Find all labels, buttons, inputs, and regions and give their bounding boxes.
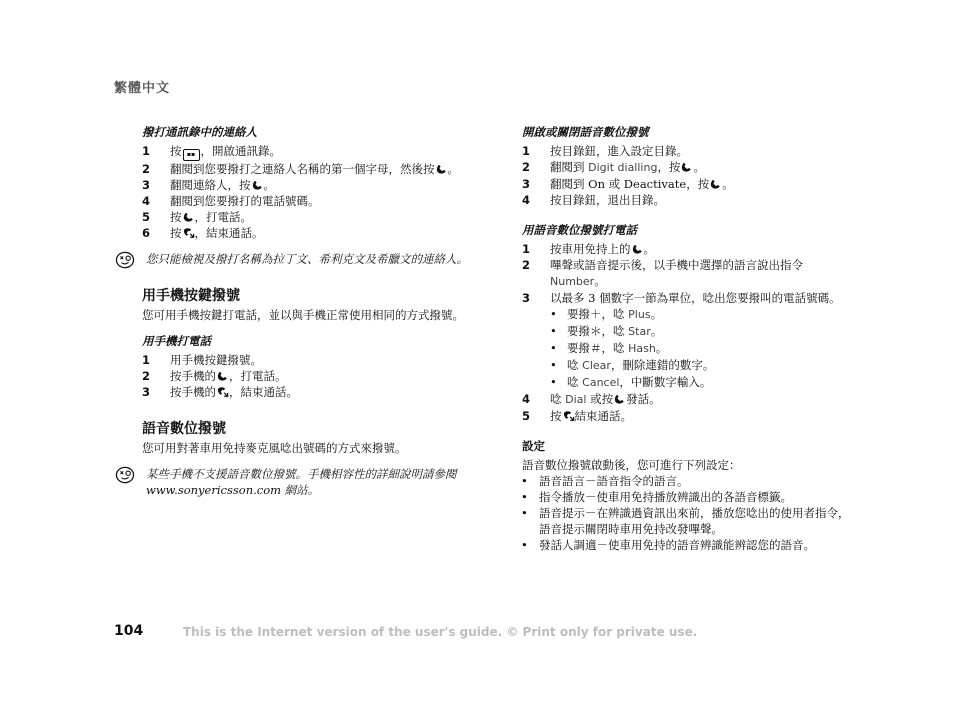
end-call-key-icon <box>562 410 575 422</box>
website-url: www.sonyericsson.com <box>146 483 282 497</box>
voice-call-steps-continued <box>522 391 852 424</box>
menu-term: Digit dialling <box>588 161 658 174</box>
step-text: ，結束通話。 <box>194 226 264 240</box>
list-item <box>142 143 472 161</box>
voice-command-bullets <box>550 306 852 391</box>
step-text: 按車用免持上的 <box>550 242 631 256</box>
list-item <box>522 192 852 208</box>
voice-command-term: Number <box>550 275 595 288</box>
voice-command-term: Clear <box>582 359 611 372</box>
step-number: 1 <box>142 144 151 158</box>
step-text: 翻閱到您要撥打的電話號碼。 <box>170 194 320 208</box>
step-text: 。 <box>643 242 655 256</box>
list-item <box>550 357 852 374</box>
step-number: 2 <box>142 162 151 176</box>
note-text: 某些手機不支援語音數位撥號。手機相容性的詳細說明請參閱 <box>146 467 457 481</box>
end-call-key-icon <box>216 386 229 398</box>
step-number: 3 <box>522 177 531 191</box>
list-item <box>550 340 852 357</box>
tip-icon <box>115 466 135 484</box>
call-key-icon <box>709 178 722 190</box>
tip-icon <box>115 251 135 269</box>
step-text: ，按 <box>657 160 681 174</box>
note-text: 您只能檢視及撥打名稱為拉丁文、希利克文及希臘文的連絡人。 <box>146 252 468 266</box>
step-text: 翻閱到 <box>550 160 589 174</box>
list-item <box>522 290 852 306</box>
page-number: 104 <box>114 623 144 639</box>
step-text: 以最多 3 個數字一節為單位，唸出您要撥叫的電話號碼。 <box>550 291 841 305</box>
step-text: 。 <box>447 162 459 176</box>
step-text: 按目錄鈕，退出目錄。 <box>550 193 665 207</box>
voice-dialling-description: 您可用對著車用免持麥克風唸出號碼的方式來撥號。 <box>142 441 407 455</box>
section-title-keypad-dialling: 用手機按鍵撥號 <box>142 288 240 304</box>
list-item <box>142 193 472 209</box>
list-item <box>142 209 472 225</box>
bullet-text: 唸 <box>567 358 583 372</box>
bullet-text: 要撥＋，唸 <box>567 307 629 321</box>
call-key-icon <box>435 163 448 175</box>
footer-notice: This is the Internet version of the user's guide. © Print only for private use. <box>183 625 698 639</box>
step-number: 2 <box>522 160 531 174</box>
bullet-text: 要撥＃，唸 <box>567 341 629 355</box>
list-item <box>522 176 852 192</box>
section-title-voice-call: 用語音數位撥號打電話 <box>522 223 637 237</box>
step-number: 6 <box>142 226 151 240</box>
list-item <box>550 323 852 340</box>
list-item <box>521 473 852 489</box>
bullet-text: 指令播放－使車用免持播放辨識出的各語音標籤。 <box>539 490 792 504</box>
step-text: 。 <box>594 274 606 288</box>
bullet-text: 語音語言－語音指令的語言。 <box>539 474 689 488</box>
note-compatibility <box>142 466 472 498</box>
section-title-toggle-voice-dialling: 開啟或關閉語音數位撥號 <box>522 125 649 139</box>
step-text: 翻閱到您要撥打之連絡人名稱的第一個字母，然後按 <box>170 162 435 176</box>
call-contact-steps <box>142 143 472 241</box>
section-title-voice-digit-dialling: 語音數位撥號 <box>142 421 226 437</box>
settings-bullets <box>521 473 852 553</box>
section-title-call-contact: 撥打通訊錄中的連絡人 <box>142 125 257 139</box>
step-text: ，打電話。 <box>194 210 252 224</box>
step-number: 2 <box>142 369 151 383</box>
step-text: 唸 <box>550 392 566 406</box>
step-text: ，開啟通訊錄。 <box>200 144 281 158</box>
list-item <box>522 257 852 290</box>
bullet-text: 語音提示－在辨識過資訊出來前，播放您唸出的使用者指令，語音提示關閉時車用免持改發嗶聲。 <box>539 506 850 536</box>
bullet-text: 。 <box>650 307 663 321</box>
voice-command-term: Plus <box>628 308 651 321</box>
list-item <box>522 408 852 424</box>
bullet-text: 唸 <box>567 375 583 389</box>
step-text: 按 <box>170 226 182 240</box>
note-latin-names <box>142 251 472 267</box>
step-number: 4 <box>142 194 151 208</box>
list-item <box>550 374 852 391</box>
step-text: 。 <box>693 160 705 174</box>
bullet-text: 。 <box>655 341 668 355</box>
list-item <box>142 161 472 177</box>
step-text: 按手機的 <box>170 385 216 399</box>
step-number: 5 <box>142 210 151 224</box>
list-item <box>522 159 852 176</box>
list-item <box>142 384 472 400</box>
step-text: 。 <box>263 178 275 192</box>
call-key-icon <box>613 393 626 405</box>
list-item <box>522 241 852 257</box>
list-item <box>521 505 852 537</box>
settings-description: 語音數位撥號啟動後，您可進行下列設定： <box>522 458 741 472</box>
step-text: 嗶聲或語音提示後，以手機中選擇的語言說出指令 <box>550 258 803 272</box>
list-item <box>142 352 472 368</box>
step-text: 按 <box>170 210 182 224</box>
voice-call-steps <box>522 241 852 306</box>
section-title-settings: 設定 <box>522 439 545 453</box>
step-number: 1 <box>522 144 531 158</box>
note-text: 網站。 <box>281 483 320 497</box>
bullet-text: 要撥＊，唸 <box>567 324 629 338</box>
right-column <box>522 124 852 553</box>
left-column <box>142 124 472 498</box>
list-item <box>550 306 852 323</box>
step-text: 發話。 <box>626 392 661 406</box>
step-text: 或按 <box>586 392 614 406</box>
voice-command-term: Star <box>628 325 651 338</box>
call-key-icon <box>182 211 195 223</box>
list-item <box>521 537 852 553</box>
step-text: ，打電話。 <box>229 369 287 383</box>
step-number: 3 <box>142 178 151 192</box>
call-key-icon <box>251 179 264 191</box>
step-number: 1 <box>522 242 531 256</box>
list-item <box>521 489 852 505</box>
call-key-icon <box>631 243 644 255</box>
step-text: 。 <box>722 177 734 191</box>
step-text: 按目錄鈕，進入設定目錄。 <box>550 144 688 158</box>
keypad-description: 您可用手機按鍵打電話，並以與手機正常使用相同的方式撥號。 <box>142 308 464 322</box>
bullet-text: 。 <box>650 324 663 338</box>
bullet-text: ，刪除連錯的數字。 <box>610 358 715 372</box>
call-key-icon <box>680 161 693 173</box>
list-item <box>142 368 472 384</box>
list-item <box>142 225 472 241</box>
step-number: 2 <box>522 258 531 272</box>
list-item <box>142 177 472 193</box>
step-text: 翻閱連絡人，按 <box>170 178 251 192</box>
subsection-title-keypad-call: 用手機打電話 <box>142 334 211 348</box>
end-call-key-icon <box>182 227 195 239</box>
contacts-key-icon: ▪▪ <box>183 149 200 161</box>
toggle-voice-dialling-steps <box>522 143 852 208</box>
step-number: 4 <box>522 392 531 406</box>
step-number: 3 <box>522 291 531 305</box>
step-text: 結束通話。 <box>574 409 632 423</box>
step-text: 翻閱到 On 或 Deactivate，按 <box>550 177 710 191</box>
step-text: 按 <box>550 409 562 423</box>
voice-command-term: Cancel <box>582 376 620 389</box>
step-number: 3 <box>142 385 151 399</box>
step-number: 1 <box>142 353 151 367</box>
keypad-call-steps <box>142 352 472 400</box>
voice-command-term: Hash <box>628 342 656 355</box>
bullet-text: 發話人調適－使車用免持的語音辨識能辨認您的語音。 <box>539 538 815 552</box>
step-text: ，結束通話。 <box>229 385 298 399</box>
language-tag: 繁體中文 <box>114 81 171 96</box>
step-number: 4 <box>522 193 531 207</box>
step-text: 按 <box>170 144 182 158</box>
list-item <box>522 391 852 408</box>
call-key-icon <box>216 370 229 382</box>
step-text: 按手機的 <box>170 369 216 383</box>
step-text: 用手機按鍵撥號。 <box>170 353 262 367</box>
list-item <box>522 143 852 159</box>
step-number: 5 <box>522 409 531 423</box>
voice-command-term: Dial <box>565 393 587 406</box>
bullet-text: ，中斷數字輸入。 <box>619 375 712 389</box>
